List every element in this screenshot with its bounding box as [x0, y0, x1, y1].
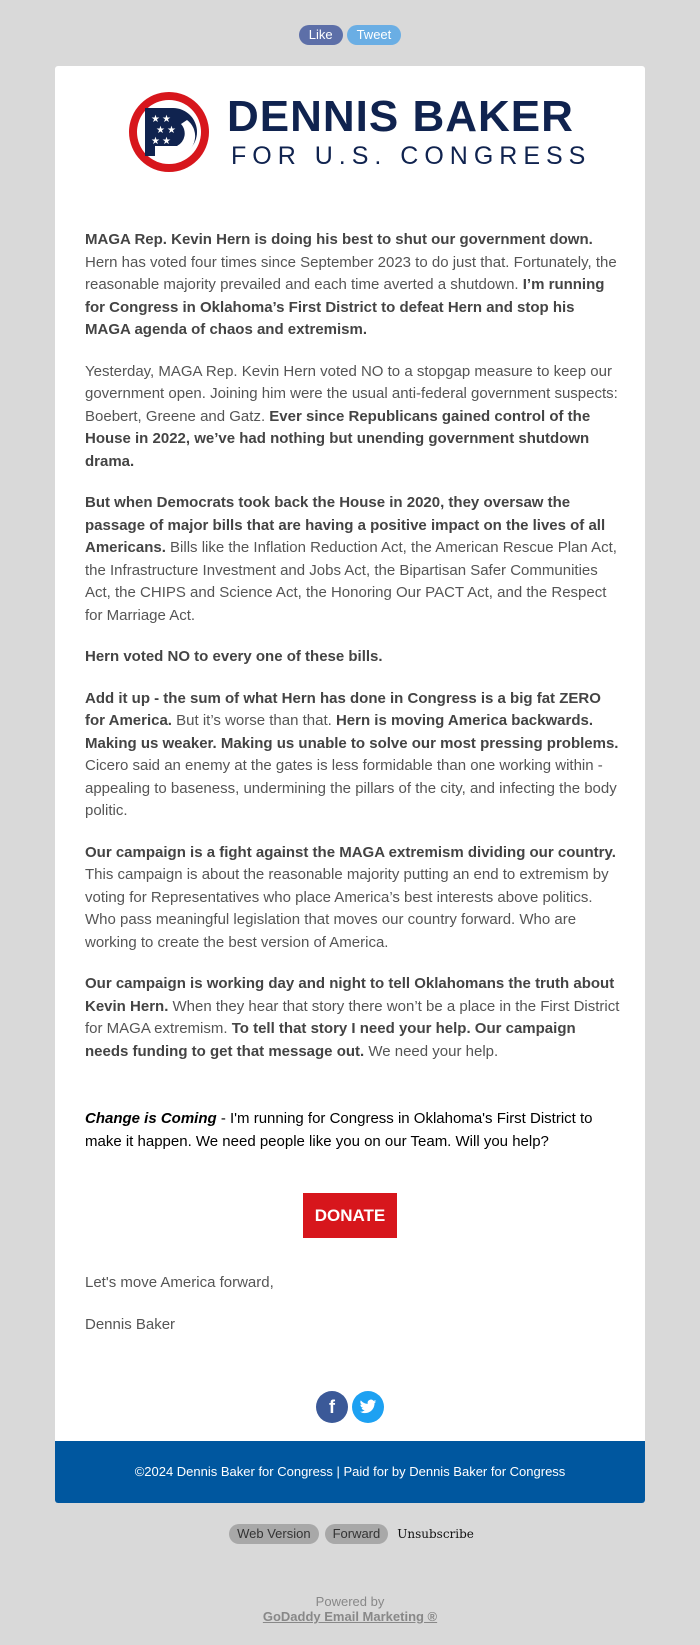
body-paragraph — [85, 688, 620, 823]
unsubscribe-link[interactable]: Unsubscribe — [397, 1527, 474, 1541]
svg-text:★: ★ — [167, 125, 176, 136]
cta-lead: Change is Coming — [85, 1110, 217, 1127]
forward-button[interactable]: Forward — [325, 1524, 389, 1544]
body-text: When they hear that story there won’t be a place in the First District for MAGA extremism. — [85, 997, 620, 1037]
signature: Dennis Baker — [85, 1316, 176, 1333]
twitter-icon[interactable] — [352, 1391, 384, 1423]
tweet-button[interactable]: Tweet — [347, 25, 402, 45]
call-to-action — [85, 1108, 620, 1153]
svg-text:★: ★ — [162, 136, 171, 147]
like-button[interactable]: Like — [299, 25, 343, 45]
body-text: But it’s worse than that. — [171, 712, 336, 729]
svg-text:★: ★ — [151, 114, 160, 125]
email-card — [55, 66, 645, 1503]
social-links — [316, 1391, 386, 1423]
footer-text: ©2024 Dennis Baker for Congress | Paid for by Dennis Baker for Congress — [134, 1464, 566, 1479]
body-paragraph — [85, 842, 620, 955]
powered-by — [0, 1594, 700, 1624]
bold-text: Hern voted NO to every one of these bills. — [85, 648, 383, 665]
bold-text: To tell that story I need your help. Our campaign needs funding to get that message out. — [85, 1020, 576, 1060]
bold-text: MAGA Rep. Kevin Hern is doing his best to shut our government down. — [85, 231, 593, 248]
campaign-logo — [127, 90, 592, 182]
bold-text: I’m running for Congress in Oklahoma’s First District to defeat Hern and stop his MAGA agenda of chaos and extremism. — [85, 276, 605, 338]
bold-text: Ever since Republicans gained control of the House in 2022, we’ve had nothing but unending government shutdown drama. — [85, 407, 591, 470]
donate-button[interactable]: DONATE — [303, 1193, 397, 1238]
facebook-icon[interactable]: f — [316, 1391, 348, 1423]
body-paragraph — [85, 973, 620, 1063]
top-social-bar — [0, 25, 700, 45]
svg-text:★: ★ — [162, 114, 171, 125]
footer-band — [55, 1441, 645, 1503]
godaddy-link[interactable]: GoDaddy Email Marketing ® — [262, 1609, 438, 1624]
body-text: We need your help. — [364, 1042, 499, 1060]
logo-subtitle: FOR U.S. CONGRESS — [231, 142, 592, 170]
body-paragraph — [85, 361, 620, 474]
bold-text: Our campaign is working day and night to tell Oklahomans the truth about Kevin Hern. — [85, 975, 615, 1015]
body-text: Hern has voted four times since September 2023 to do just that. Fortunately, the reasonable majority prevailed and each time averted a shutdown. — [85, 253, 617, 293]
logo-d-icon — [127, 90, 211, 174]
bottom-links — [0, 1524, 700, 1544]
bold-text: Hern is moving America backwards. Making us weaker. Making us unable to solve our most pressing problems. — [85, 712, 619, 752]
logo-name: DENNIS BAKER — [227, 92, 574, 141]
bold-text: But when Democrats took back the House in 2020, they oversaw the passage of major bills that are having a positive impact on the lives of all Americans. — [85, 494, 606, 556]
body-paragraph — [85, 229, 620, 342]
body-paragraph — [85, 492, 620, 627]
email-body — [85, 229, 620, 1082]
body-text: Bills like the Inflation Reduction Act, the American Rescue Plan Act, the Infrastructure Investment and Jobs Act, the Bipartisan Safer Communities Act, the CHIPS and Science Act, the Honoring Our PACT Act, and the Respect for Marriage Act. — [85, 539, 617, 624]
body-text: This campaign is about the reasonable majority putting an end to extremism by voting for Representatives who place America’s best interests above politics. Who pass meaningful legislation that moves our country forward. Who are working to create the best version of America. — [85, 866, 609, 951]
cta-text: - I'm running for Congress in Oklahoma's First District to make it happen. We need people like you on our Team. Will you help? — [85, 1110, 593, 1150]
bold-text: Our campaign is a fight against the MAGA extremism dividing our country. — [85, 843, 616, 861]
web-version-button[interactable]: Web Version — [229, 1524, 318, 1544]
body-text: Cicero said an enemy at the gates is less formidable than one working within - appealing to baseness, undermining the pillars of the city, and infecting the body politic. — [85, 757, 617, 819]
body-paragraph — [85, 646, 620, 669]
body-text: Yesterday, MAGA Rep. Kevin Hern voted NO to a stopgap measure to keep our government open. Joining him were the usual anti-federal government suspects: Boebert, Greene and Gatz. — [85, 362, 618, 425]
bold-text: Add it up - the sum of what Hern has done in Congress is a big fat ZERO for America. — [85, 689, 601, 729]
powered-by-label: Powered by — [315, 1594, 385, 1609]
svg-text:★: ★ — [156, 125, 165, 136]
signoff: Let's move America forward, — [85, 1274, 274, 1291]
svg-text:★: ★ — [151, 136, 160, 147]
